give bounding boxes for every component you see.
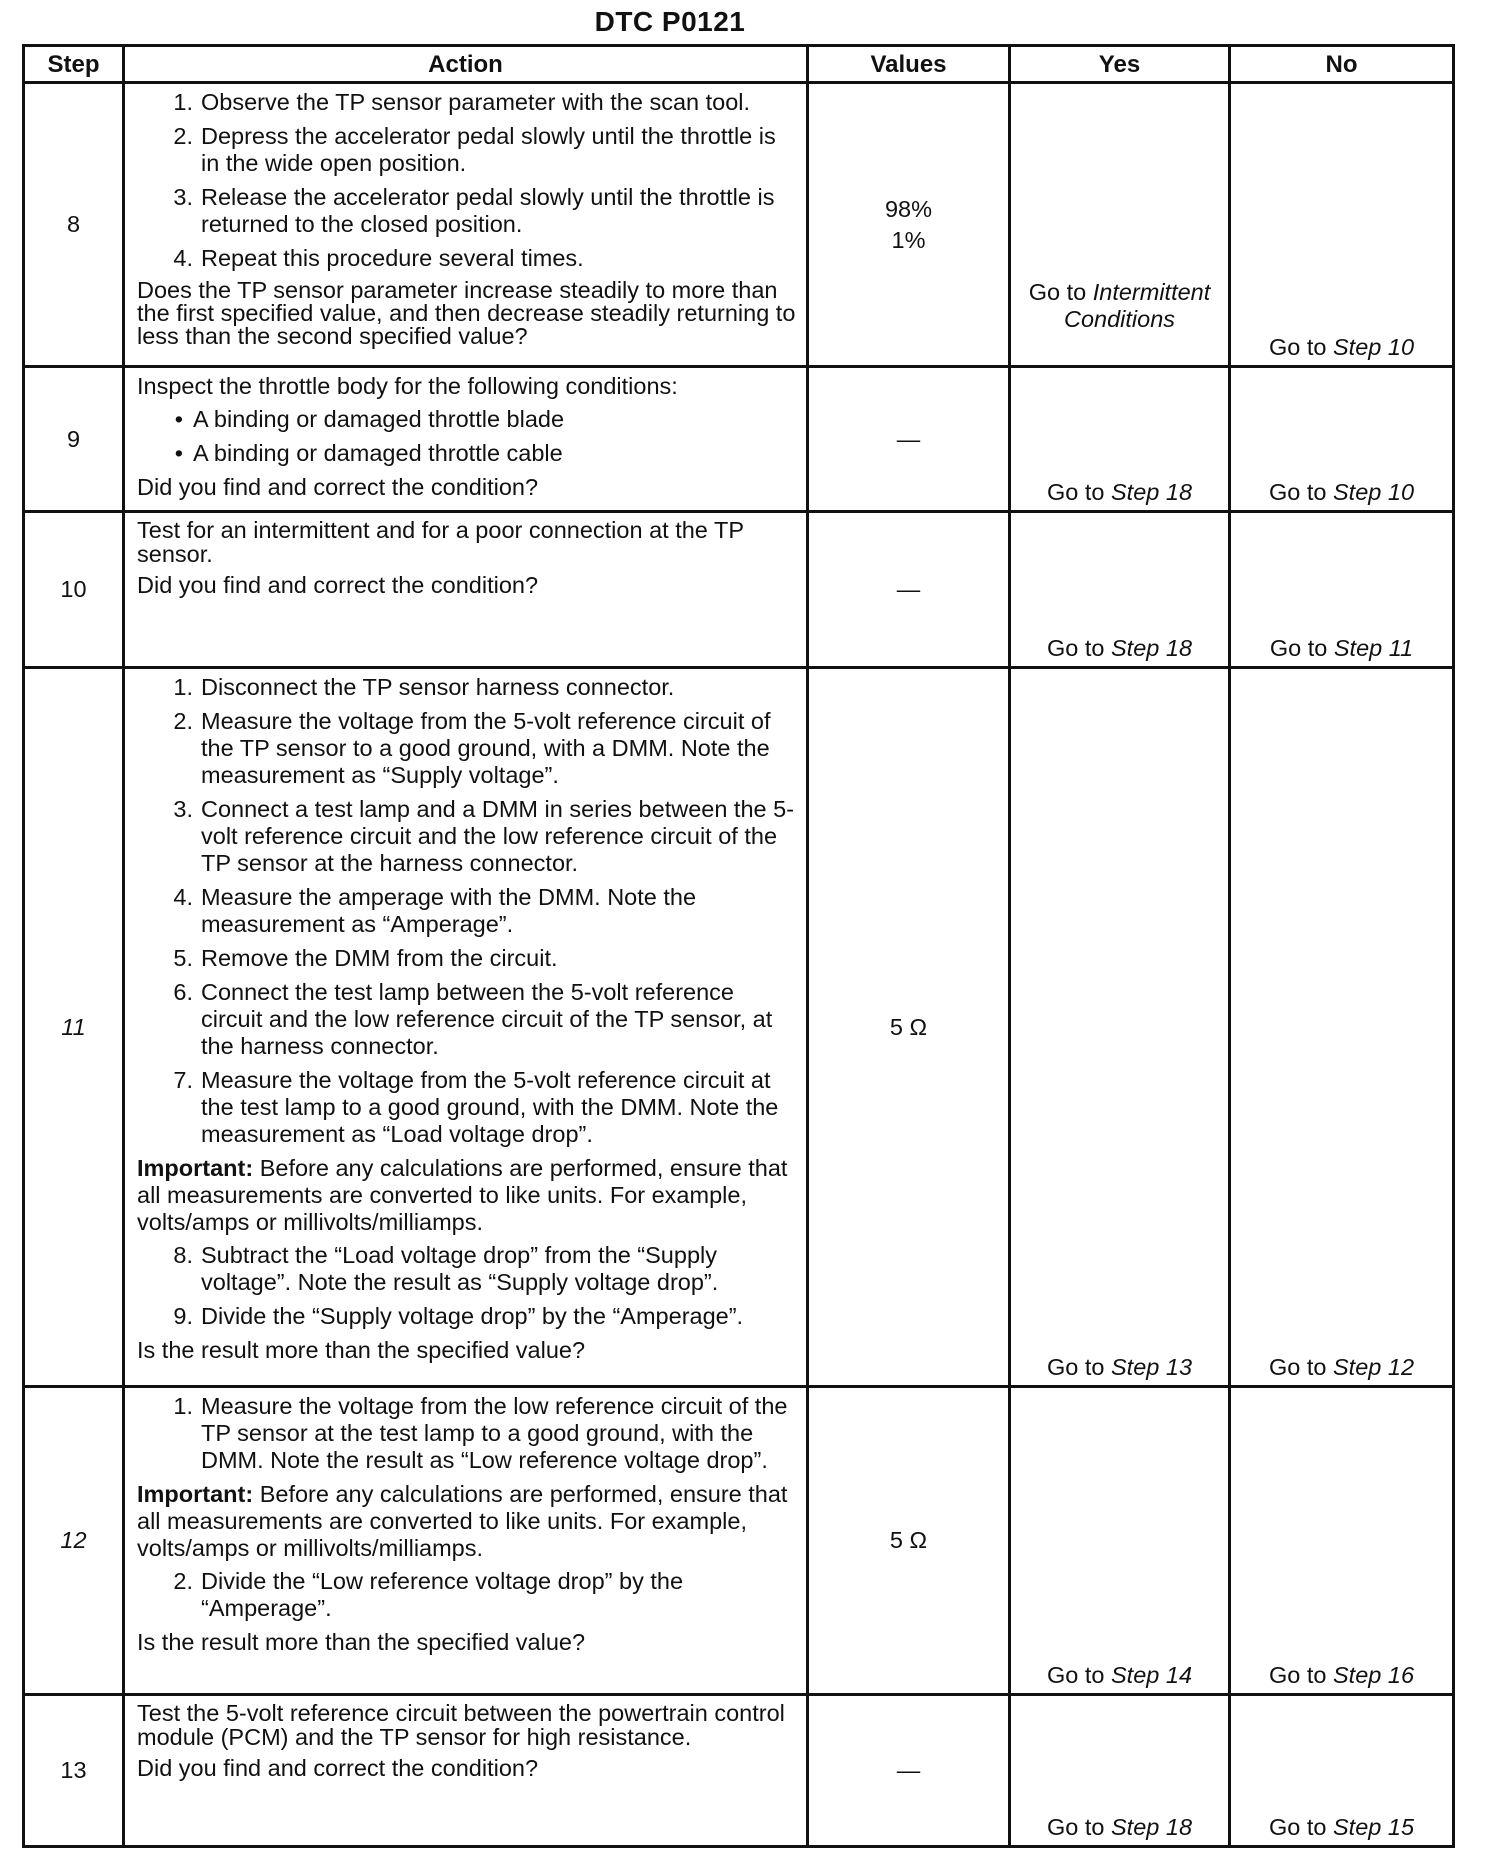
no-goto: Go to Step 12 xyxy=(1268,1354,1415,1380)
step-number: 8 xyxy=(24,83,124,367)
important-note: Important: Before any calculations are performed, ensure that all measurements are converted to like units. For example, volts/amps or millivolts/milliamps. xyxy=(137,1155,788,1235)
yes-cell xyxy=(1010,1387,1230,1695)
step-intro: Test the 5-volt reference circuit between the powertrain control module (PCM) and the TP sensor for high resistance. xyxy=(137,1700,785,1750)
step-intro: Test for an intermittent and for a poor connection at the TP sensor. xyxy=(137,517,744,567)
list-item: • A binding or damaged throttle blade xyxy=(174,406,565,432)
important-label: Important: xyxy=(137,1155,254,1181)
values-cell: 5 Ω xyxy=(808,668,1010,1387)
step-question: Did you find and correct the condition? xyxy=(137,474,539,500)
no-goto: Go to Step 11 xyxy=(1269,635,1414,661)
yes-cell xyxy=(1010,512,1230,668)
list-item: 2. Divide the “Low reference voltage drop” by the “Amperage”. xyxy=(173,1568,684,1621)
list-item: 1. Measure the voltage from the low reference circuit of the TP sensor at the test lamp to a good ground, with the DMM. Note the result as “Low reference voltage drop”. xyxy=(173,1393,788,1473)
action-cell xyxy=(124,83,808,367)
action-cell xyxy=(124,668,808,1387)
list-item: 4. Repeat this procedure several times. xyxy=(173,245,584,271)
important-label: Important: xyxy=(137,1481,254,1507)
yes-goto: Go to Step 18 xyxy=(1046,1814,1193,1840)
values-cell: — xyxy=(808,367,1010,512)
list-item: 3. Connect a test lamp and a DMM in series between the 5-volt reference circuit and the low reference circuit of the TP sensor at the harness connector. xyxy=(173,796,795,876)
action-cell xyxy=(124,1695,808,1847)
step-number: 12 xyxy=(24,1387,124,1695)
step-question: Is the result more than the specified value? xyxy=(137,1337,586,1363)
list-item: 2. Measure the voltage from the 5-volt reference circuit of the TP sensor to a good ground, with a DMM. Note the measurement as “Supply voltage”. xyxy=(173,708,771,788)
yes-cell xyxy=(1010,668,1230,1387)
value-second: 1% xyxy=(891,226,926,253)
step-intro: Inspect the throttle body for the following conditions: xyxy=(137,373,678,399)
important-note: Important: Before any calculations are performed, ensure that all measurements are converted to like units. For example, volts/amps or millivolts/milliamps. xyxy=(137,1481,788,1561)
header-step: Step xyxy=(24,46,124,83)
table-row-step-8 xyxy=(24,83,1454,367)
yes-goto: Go to Step 13 xyxy=(1046,1354,1193,1380)
table-row-step-10 xyxy=(24,512,1454,668)
yes-cell xyxy=(1010,367,1230,512)
list-item: 6. Connect the test lamp between the 5-volt reference circuit and the low reference circuit of the TP sensor, at the harness connector. xyxy=(173,979,773,1059)
no-cell xyxy=(1230,1387,1454,1695)
list-item: 5. Remove the DMM from the circuit. xyxy=(173,945,558,971)
values-cell xyxy=(808,83,1010,367)
step-question: Does the TP sensor parameter increase steadily to more than the first specified value, and then decrease steadily returning to less than the second specified value? xyxy=(137,277,796,349)
header-yes: Yes xyxy=(1010,46,1230,83)
diagnostic-table xyxy=(22,44,1455,1848)
values-cell: — xyxy=(808,1695,1010,1847)
yes-goto: Go to Intermittent Conditions xyxy=(1028,279,1211,332)
step-number: 13 xyxy=(24,1695,124,1847)
yes-cell xyxy=(1010,83,1230,367)
list-item: 3. Release the accelerator pedal slowly until the throttle is returned to the closed position. xyxy=(173,184,775,237)
step-number: 10 xyxy=(24,512,124,668)
yes-goto: Go to Step 18 xyxy=(1046,635,1193,661)
header-no: No xyxy=(1230,46,1454,83)
list-item: 1. Observe the TP sensor parameter with the scan tool. xyxy=(173,89,751,115)
no-cell xyxy=(1230,367,1454,512)
yes-cell xyxy=(1010,1695,1230,1847)
header-action: Action xyxy=(124,46,808,83)
action-cell xyxy=(124,367,808,512)
yes-goto: Go to Step 18 xyxy=(1046,479,1193,505)
no-goto: Go to Step 10 xyxy=(1268,479,1415,505)
document-title: DTC P0121 xyxy=(594,6,746,37)
list-item: 2. Depress the accelerator pedal slowly until the throttle is in the wide open position. xyxy=(173,123,776,176)
header-values: Values xyxy=(808,46,1010,83)
table-row-step-11 xyxy=(24,668,1454,1387)
no-cell xyxy=(1230,83,1454,367)
list-item: 9. Divide the “Supply voltage drop” by the “Amperage”. xyxy=(173,1303,744,1329)
list-item: 4. Measure the amperage with the DMM. Note the measurement as “Amperage”. xyxy=(173,884,697,937)
table-row-step-9 xyxy=(24,367,1454,512)
yes-goto: Go to Step 14 xyxy=(1046,1662,1193,1688)
no-cell xyxy=(1230,668,1454,1387)
step-question: Did you find and correct the condition? xyxy=(137,1755,539,1781)
step-question: Is the result more than the specified value? xyxy=(137,1629,586,1655)
list-item: • A binding or damaged throttle cable xyxy=(174,440,563,466)
action-cell xyxy=(124,1387,808,1695)
step-number: 11 xyxy=(24,668,124,1387)
value-first: 98% xyxy=(884,195,933,222)
no-cell xyxy=(1230,1695,1454,1847)
step-question: Did you find and correct the condition? xyxy=(137,572,539,598)
table-row-step-12 xyxy=(24,1387,1454,1695)
table-row-step-13 xyxy=(24,1695,1454,1847)
action-cell xyxy=(124,512,808,668)
no-goto: Go to Step 15 xyxy=(1268,1814,1415,1840)
list-item: 7. Measure the voltage from the 5-volt reference circuit at the test lamp to a good ground, with the DMM. Note the measurement as “Load voltage drop”. xyxy=(173,1067,779,1147)
list-item: 8. Subtract the “Load voltage drop” from the “Supply voltage”. Note the result as “Supply voltage drop”. xyxy=(173,1242,719,1295)
no-cell xyxy=(1230,512,1454,668)
values-cell: 5 Ω xyxy=(808,1387,1010,1695)
values-cell: — xyxy=(808,512,1010,668)
step-number: 9 xyxy=(24,367,124,512)
table-header-row xyxy=(24,46,1454,83)
no-goto: Go to Step 10 xyxy=(1268,334,1415,360)
list-item: 1. Disconnect the TP sensor harness connector. xyxy=(173,674,675,700)
no-goto: Go to Step 16 xyxy=(1268,1662,1415,1688)
